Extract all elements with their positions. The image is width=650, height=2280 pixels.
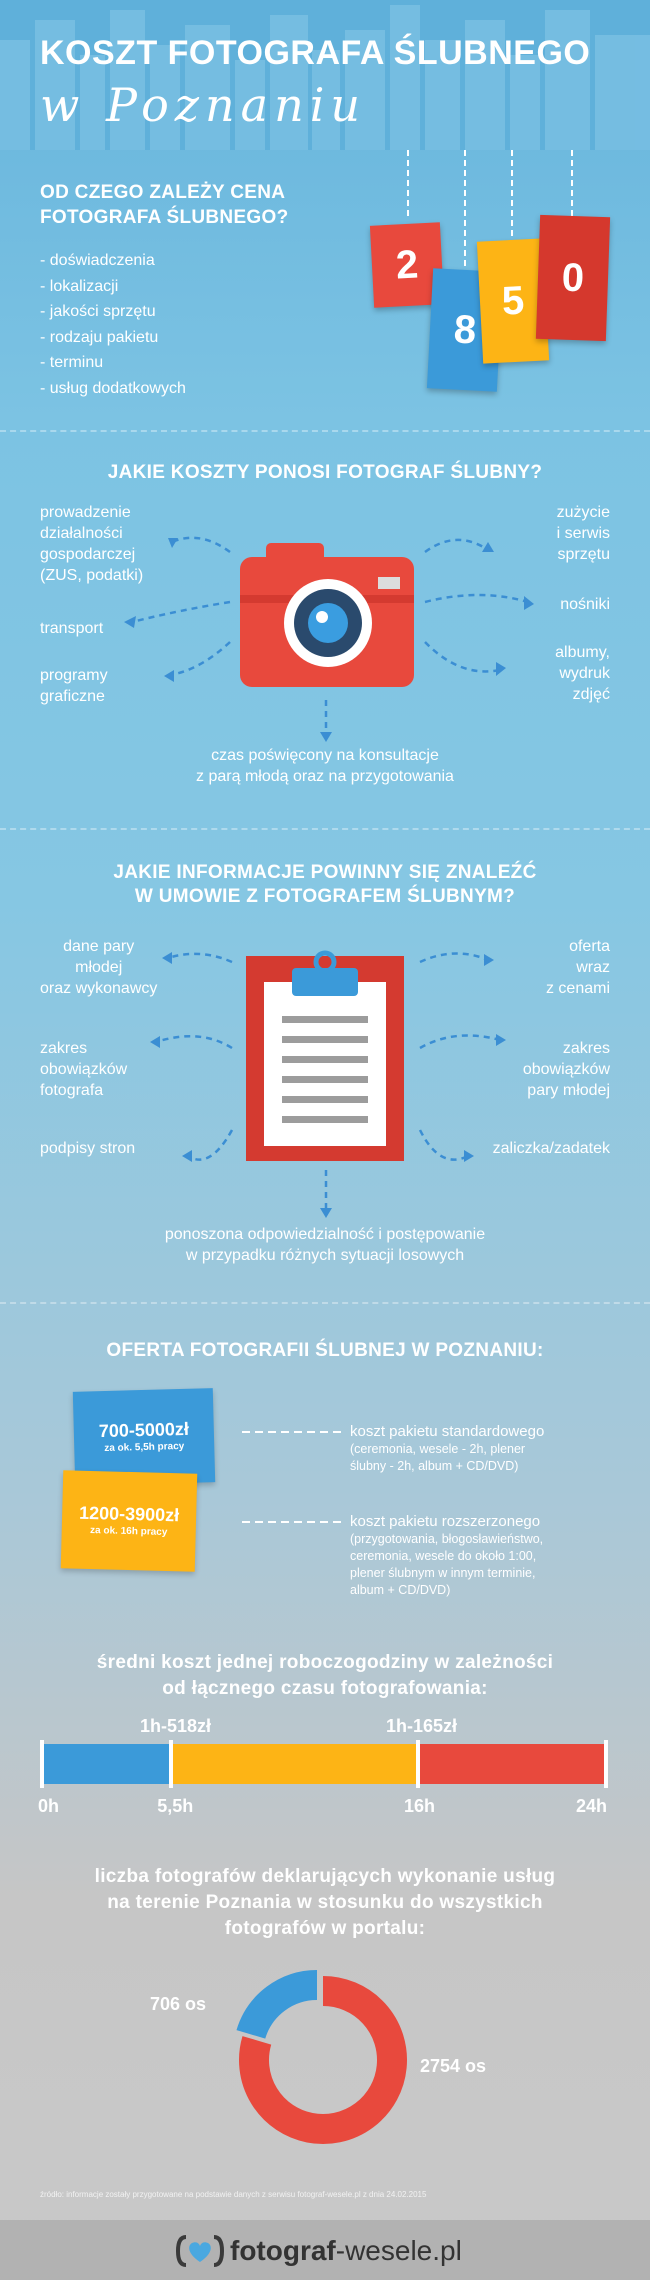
brand-bold: fotograf: [230, 2235, 336, 2266]
list-item: - doświadczenia: [40, 252, 155, 269]
contract-label: podpisy stron: [40, 1140, 136, 1157]
extended-price: 1200-3900zł: [78, 1502, 180, 1526]
price-factors-heading: OD CZEGO ZALEŻY CENA FOTOGRAFA ŚLUBNEGO?: [40, 182, 289, 228]
standard-package-description: koszt pakietu standardowego (ceremonia, wesele - 2h, plener ślubny - 2h, album + CD/DVD): [350, 1423, 545, 1473]
section-divider: [0, 1302, 650, 1304]
standard-price: 700-5000zł: [98, 1418, 190, 1442]
hourly-tick: [40, 1740, 44, 1788]
hourly-tick: [604, 1740, 608, 1788]
brand-rest: -wesele.pl: [335, 2235, 462, 2266]
cost-label: albumy, wydruk zdjęć: [555, 644, 610, 703]
page-title: KOSZT FOTOGRAFA ŚLUBNEGO: [40, 34, 591, 72]
share-donut-chart: [0, 1950, 650, 2170]
list-item: - rodzaju pakietu: [40, 328, 159, 346]
hourly-tick-label: 5,5h: [157, 1796, 194, 1816]
section-divider: [0, 430, 650, 432]
hourly-segment: [42, 1744, 171, 1784]
hourly-tick: [416, 1740, 420, 1788]
share-heading: liczba fotografów deklarujących wykonanie usług na terenie Poznania w stosunku do wszystkich fotografów w portalu:: [94, 1866, 556, 1939]
contract-label: dane pary młodej oraz wykonawcy: [40, 938, 158, 997]
hourly-heading: średni koszt jednej roboczogodziny w zależności od łącznego czasu fotografowania:: [96, 1652, 554, 1699]
share-label-portal: 706 os: [150, 1994, 207, 2014]
contract-label: ponoszona odpowiedzialność i postępowanie w przypadku różnych sytuacji losowych: [164, 1226, 486, 1264]
cost-label: transport: [40, 620, 104, 637]
page-subtitle: w Poznaniu: [40, 78, 367, 132]
offer-heading: OFERTA FOTOGRAFII ŚLUBNEJ W POZNANIU:: [106, 1340, 544, 1361]
hourly-tick-label: 16h: [404, 1796, 436, 1816]
contract-label: oferta wraz z cenami: [545, 938, 610, 997]
share-label-total: 2754 os: [420, 2056, 487, 2076]
contract-label: zaliczka/zadatek: [492, 1140, 610, 1157]
hourly-tick-label: 24h: [576, 1796, 608, 1816]
rate-label: 1h-518zł: [140, 1716, 212, 1736]
contract-label: zakres obowiązków fotografa: [40, 1040, 128, 1099]
footer-logo: [176, 2234, 462, 2268]
footer: [0, 2220, 650, 2280]
contract-heading: JAKIE INFORMACJE POWINNY SIĘ ZNALEŹĆ W UMOWIE Z FOTOGRAFEM ŚLUBNYM?: [113, 862, 537, 907]
cost-label: prowadzenie działalności gospodarczej (ZUS, podatki): [40, 504, 144, 584]
extended-package-badge: [61, 1470, 198, 1571]
digit-card: 0: [536, 215, 610, 341]
heart-icon: [176, 2234, 224, 2268]
list-item: - jakości sprzętu: [40, 303, 156, 320]
extended-hours: za ok. 16h pracy: [89, 1524, 168, 1539]
price-factors-list: [40, 248, 186, 401]
section-divider: [0, 828, 650, 830]
digit-card: 8: [427, 268, 503, 391]
digit-card: 2: [370, 222, 444, 308]
cost-label: nośniki: [560, 596, 610, 613]
package-connectors: [238, 1420, 348, 1530]
donut-slice-portal: [251, 1985, 317, 2034]
list-item: - terminu: [40, 354, 104, 371]
contract-label: zakres obowiązków pary młodej: [522, 1040, 610, 1099]
cost-label: zużycie i serwis sprzętu: [556, 504, 610, 563]
hourly-segment: [418, 1744, 606, 1784]
standard-hours: za ok. 5,5h pracy: [104, 1440, 185, 1455]
rate-label: 1h-165zł: [386, 1716, 458, 1736]
cost-label: programy graficzne: [40, 667, 108, 705]
costs-heading: JAKIE KOSZTY PONOSI FOTOGRAF ŚLUBNY?: [107, 462, 543, 483]
hourly-tick: [169, 1740, 173, 1788]
extended-package-description: koszt pakietu rozszerzonego (przygotowania, błogosławieństwo, ceremonia, wesele do około 1:00, plener ślubnym w innym terminie, album + CD/DVD): [350, 1513, 544, 1597]
source-note: źródło: informacje zostały przygotowane na podstawie danych z serwisu fotograf-wesele.pl z dnia 24.02.2015: [40, 2190, 427, 2199]
digit-card: 5: [477, 238, 549, 363]
cost-label: czas poświęcony na konsultacje z parą młodą oraz na przygotowania: [196, 747, 454, 785]
camera-icon: [238, 535, 416, 691]
list-item: - lokalizacji: [40, 277, 119, 295]
list-item: - usług dodatkowych: [40, 379, 186, 397]
clipboard-icon: [244, 948, 406, 1163]
hourly-tick-label: 0h: [38, 1796, 60, 1816]
hourly-segment: [171, 1744, 418, 1784]
